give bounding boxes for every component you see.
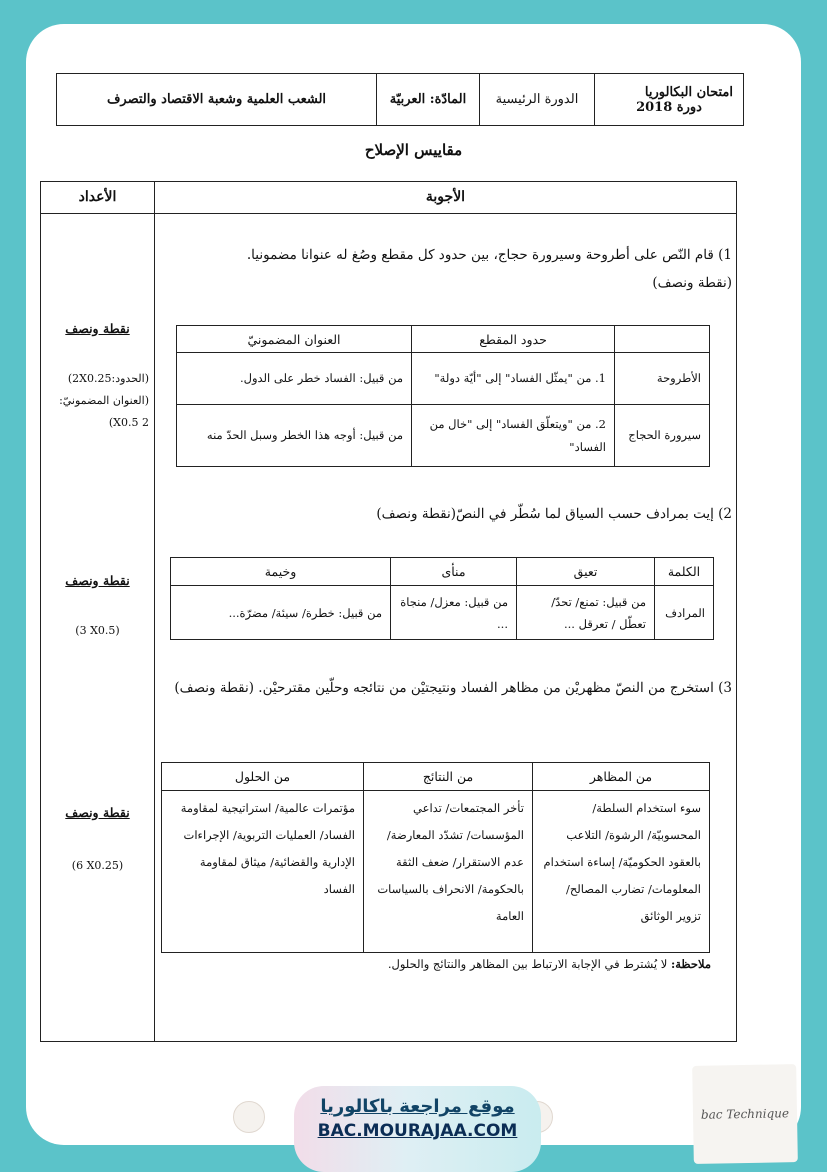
q3-th-1: من النتائج [364, 763, 533, 791]
q2-th-0: الكلمة [655, 558, 714, 586]
q3-table [161, 762, 710, 953]
answers-header: الأجوبة [425, 189, 466, 205]
q2-score: نقطة ونصف [65, 573, 130, 588]
q1-table [176, 325, 710, 467]
q1-note-1: (الحدود:2X0.25) [67, 372, 149, 385]
streams-cell: الشعب العلمية وشعبة الاقتصاد والتصرف [57, 74, 377, 126]
exam-page [26, 24, 801, 1145]
q2-grade-note: (3 X0.5) [75, 624, 120, 637]
page-title: مقاييس الإصلاح [364, 141, 463, 159]
exam-cell [595, 74, 744, 126]
q1-r0-c0: الأطروحة [615, 353, 710, 405]
q1-th-1: حدود المقطع [412, 326, 615, 353]
q1-note-2: (العنوان المضمونيّ: [59, 394, 149, 407]
subject-cell: المادّة: العربيّة [377, 74, 480, 126]
table-row [177, 405, 710, 467]
q1-score: نقطة ونصف [65, 321, 130, 336]
q2-th-1: تعيق [517, 558, 655, 586]
table-row [177, 353, 710, 405]
q1-th-0 [615, 326, 710, 353]
q2-c0: المرادف [655, 586, 714, 640]
site-banner[interactable] [294, 1086, 541, 1172]
q2-th-3: وخيمة [171, 558, 391, 586]
question-2-text: 2) إيت بمرادف حسب السياق لما سُطّر في النصّ(نقطة ونصف) [376, 506, 732, 522]
question-1 [166, 241, 732, 297]
remark-label: ملاحظة: [671, 957, 711, 971]
exam-year: دورة 2018 [636, 99, 702, 115]
remark-text: لا يُشترط في الإجابة الارتباط بين المظاهر والنتائج والحلول. [387, 957, 668, 971]
q2-c1: من قبيل: تمنع/ تحدّ/ تعطّل / تعرقل ... [517, 586, 655, 640]
table-row [171, 586, 714, 640]
bac-technique-badge: bac Technique [692, 1064, 798, 1164]
q1-grade-notes [41, 368, 149, 434]
exam-label: امتحان البكالوريا [644, 84, 733, 100]
exam-header-table [56, 73, 744, 126]
question-3-text: 3) استخرج من النصّ مظهريْن من مظاهر الفساد ونتيجتيْن من نتائجه وحلّين مقترحيْن. (نقطة ونصف) [174, 680, 732, 696]
q3-score: نقطة ونصف [65, 805, 130, 820]
site-name: موقع مراجعة باكالوريا [320, 1096, 515, 1117]
q1-r1-c2: من قبيل: أوجه هذا الخطر وسبل الحدّ منه [177, 405, 412, 467]
q3-th-2: من الحلول [162, 763, 364, 791]
site-url[interactable]: BAC.MOURAJAA.COM [317, 1121, 518, 1141]
left-logo-icon [233, 1101, 265, 1133]
q2-table [170, 557, 714, 640]
header-divider [41, 213, 736, 214]
q3-c2: مؤتمرات عالمية/ استراتيجية لمقاومة الفساد/ العمليات التربوية/ الإجراءات الإدارية والقضائية/ ميثاق لمقاومة الفساد [162, 791, 364, 953]
grades-header: الأعداد [78, 189, 117, 205]
q1-r0-c1: 1. من "يمثّل الفساد" إلى "أيّة دولة" [412, 353, 615, 405]
q3-grade-note: (6 X0.25) [71, 859, 124, 872]
q1-note-3: 2 X0.5) [108, 416, 149, 429]
q1-r1-c1: 2. من "ويتعلّق الفساد" إلى "خال من الفساد" [412, 405, 615, 467]
q3-c0: سوء استخدام السلطة/ المحسوبيّة/ الرشوة/ التلاعب بالعقود الحكوميّة/ إساءة استخدام المعلومات/ تضارب المصالح/ تزوير الوثائق [533, 791, 710, 953]
session-cell: الدورة الرئيسية [480, 74, 595, 126]
question-1-text: 1) قام النّص على أطروحة وسيرورة حجاج، بين حدود كل مقطع وصُغ له عنوانا مضمونيا. [246, 247, 732, 263]
q3-c1: تأخر المجتمعات/ تداعي المؤسسات/ تشدّد المعارضة/ عدم الاستقرار/ ضعف الثقة بالحكومة/ الانحراف بالسياسات العامة [364, 791, 533, 953]
q2-c3: من قبيل: خطرة/ سيئة/ مضرّة... [171, 586, 391, 640]
q3-th-0: من المظاهر [533, 763, 710, 791]
q3-remark [166, 957, 711, 971]
q1-r1-c0: سيرورة الحجاج [615, 405, 710, 467]
table-row [162, 791, 710, 953]
q2-th-2: منأى [391, 558, 517, 586]
question-1-points: (نقطة ونصف) [652, 275, 732, 291]
q1-r0-c2: من قبيل: الفساد خطر على الدول. [177, 353, 412, 405]
q2-c2: من قبيل: معزل/ منجاة ... [391, 586, 517, 640]
column-divider [154, 182, 155, 1041]
q1-th-2: العنوان المضمونيّ [177, 326, 412, 353]
